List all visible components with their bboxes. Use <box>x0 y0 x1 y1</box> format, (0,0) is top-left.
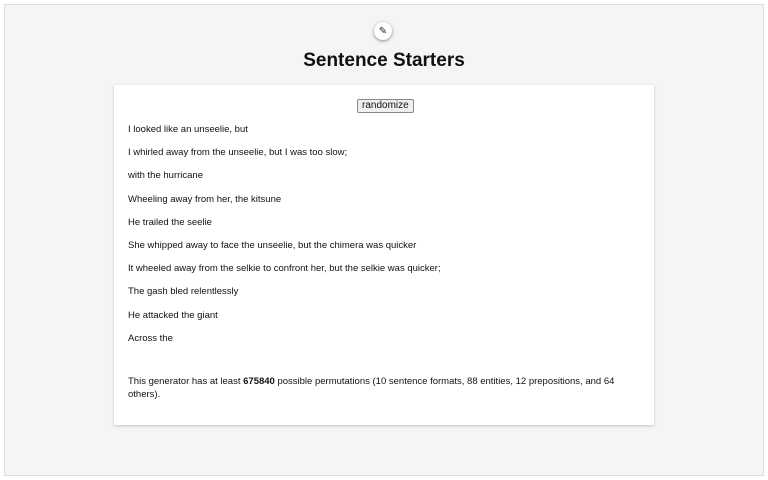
permutations-note <box>128 375 628 401</box>
sentence-item: I looked like an unseelie, but <box>128 124 248 135</box>
eraser-icon: ✎ <box>374 22 392 40</box>
note-suffix: possible permutations (10 sentence formats, 88 entities, 12 prepositions, and 64 others). <box>128 376 615 400</box>
generator-card <box>114 85 654 425</box>
sentence-item: He trailed the seelie <box>128 216 212 228</box>
sentence-list <box>128 124 441 356</box>
sentence-item: with the hurricane <box>128 170 203 182</box>
sentence-item: The gash bled relentlessly <box>128 286 239 298</box>
randomize-button[interactable]: randomize <box>357 99 414 113</box>
permutation-count: 675840 <box>243 376 275 387</box>
sentence-item: He attacked the giant <box>128 309 218 321</box>
sentence-item: She whipped away to face the unseelie, but the chimera was quicker <box>128 239 417 251</box>
sentence-item: Across the <box>128 332 173 344</box>
note-prefix: This generator has at least <box>128 376 244 387</box>
sentence-item: It wheeled away from the selkie to confront her, but the selkie was quicker; <box>128 263 441 275</box>
page-title: Sentence Starters <box>303 50 465 71</box>
sentence-item: Wheeling away from her, the kitsune <box>128 193 282 205</box>
sentence-item: I whirled away from the unseelie, but I was too slow; <box>128 147 348 159</box>
